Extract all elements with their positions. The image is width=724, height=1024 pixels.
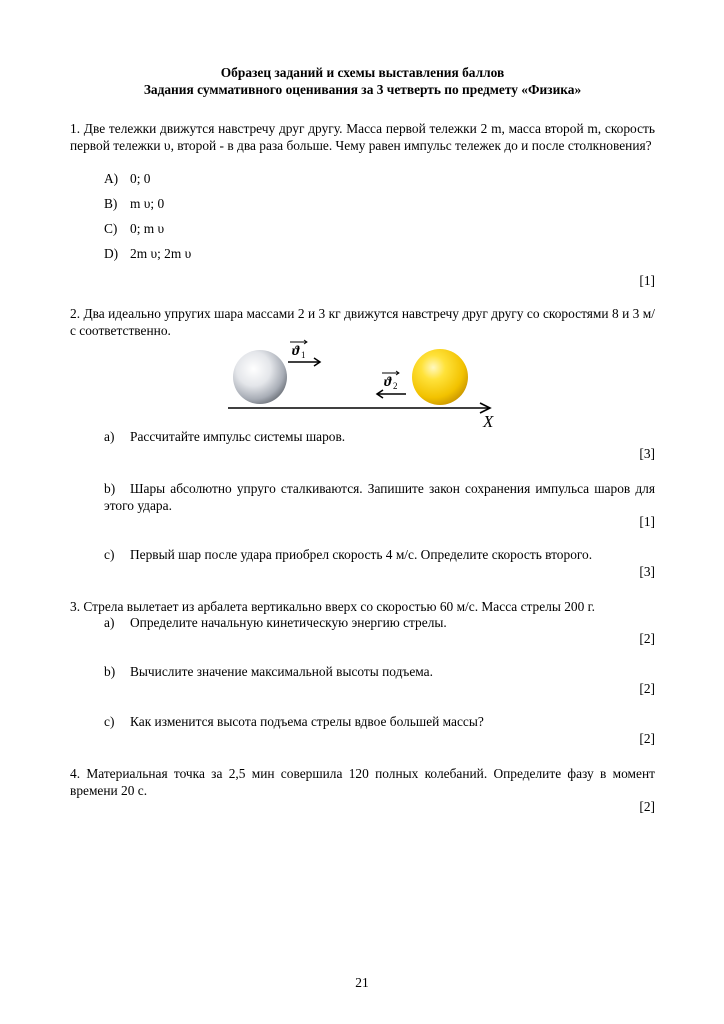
q1-score: [1] (639, 273, 655, 288)
q1-option-c (104, 221, 164, 237)
q2-part-c (104, 547, 592, 563)
velocity-2-subscript: 2 (393, 381, 398, 391)
q2c-score: [3] (639, 564, 655, 579)
option-letter: B) (104, 196, 118, 211)
ball-1 (233, 350, 287, 404)
q3a-score: [2] (639, 631, 655, 646)
part-text: Определите начальную кинетическую энергию стрелы. (130, 615, 447, 630)
part-letter: c) (104, 714, 115, 729)
option-text: 0; 0 (130, 171, 151, 186)
q3-part-a (104, 615, 447, 631)
q2b-score: [1] (639, 514, 655, 529)
q2-part-a (104, 429, 345, 445)
q2a-score: [3] (639, 446, 655, 461)
part-letter: a) (104, 615, 115, 630)
part-text: Как изменится высота подъема стрелы вдвое большей массы? (130, 714, 484, 729)
q1-option-b (104, 196, 164, 212)
option-text: 0; m υ (130, 221, 165, 236)
header-line-2: Задания суммативного оценивания за 3 четверть по предмету «Физика» (143, 82, 582, 97)
option-text: m υ; 0 (130, 196, 165, 211)
part-letter: b) (104, 664, 116, 679)
part-letter: c) (104, 547, 115, 562)
q3c-score: [2] (639, 731, 655, 746)
part-text: Рассчитайте импульс системы шаров. (130, 429, 346, 444)
q3-part-b (104, 664, 433, 680)
question-4-text: 4. Материальная точка за 2,5 мин совершила 120 полных колебаний. Определите фазу в момент времени 20 с. (70, 766, 655, 798)
velocity-1-symbol: ϑ (292, 344, 300, 359)
x-axis-label: X (483, 412, 494, 430)
velocity-1-subscript: 1 (301, 350, 306, 360)
part-letter: b) (104, 481, 116, 496)
ball-2 (412, 349, 468, 405)
q1-option-a (104, 171, 150, 187)
q3b-score: [2] (639, 681, 655, 696)
question-3-text: 3. Стрела вылетает из арбалета вертикально вверх со скоростью 60 м/с. Масса стрелы 200 г. (70, 599, 595, 614)
option-letter: C) (104, 221, 118, 236)
q1-option-d (104, 246, 191, 262)
page-number: 21 (355, 975, 369, 990)
part-text: Шары абсолютно упруго сталкиваются. Запишите закон сохранения импульса шаров для этого удара. (104, 481, 655, 513)
question-2-text: 2. Два идеально упругих шара массами 2 и 3 кг движутся навстречу друг другу со скоростями 8 и 3 м/с соответственно. (70, 306, 655, 338)
question-1-text: 1. Две тележки движутся навстречу друг другу. Масса первой тележки 2 m, масса второй m, скорость первой тележки υ, второй - в два раза больше. Чему равен импульс тележек до и после столкновения? (70, 121, 655, 153)
option-text: 2m υ; 2m υ (130, 246, 192, 261)
q2-part-b (104, 480, 655, 514)
part-letter: a) (104, 429, 115, 444)
part-text: Вычислите значение максимальной высоты подъема. (130, 664, 433, 679)
balls-collision-figure (220, 335, 510, 430)
header-line-1: Образец заданий и схемы выставления баллов (220, 65, 505, 80)
velocity-2-symbol: ϑ (384, 375, 392, 390)
option-letter: A) (104, 171, 119, 186)
q3-part-c (104, 714, 484, 730)
option-letter: D) (104, 246, 119, 261)
document-header (70, 64, 655, 98)
part-text: Первый шар после удара приобрел скорость 4 м/с. Определите скорость второго. (130, 547, 593, 562)
q4-score: [2] (639, 799, 655, 814)
